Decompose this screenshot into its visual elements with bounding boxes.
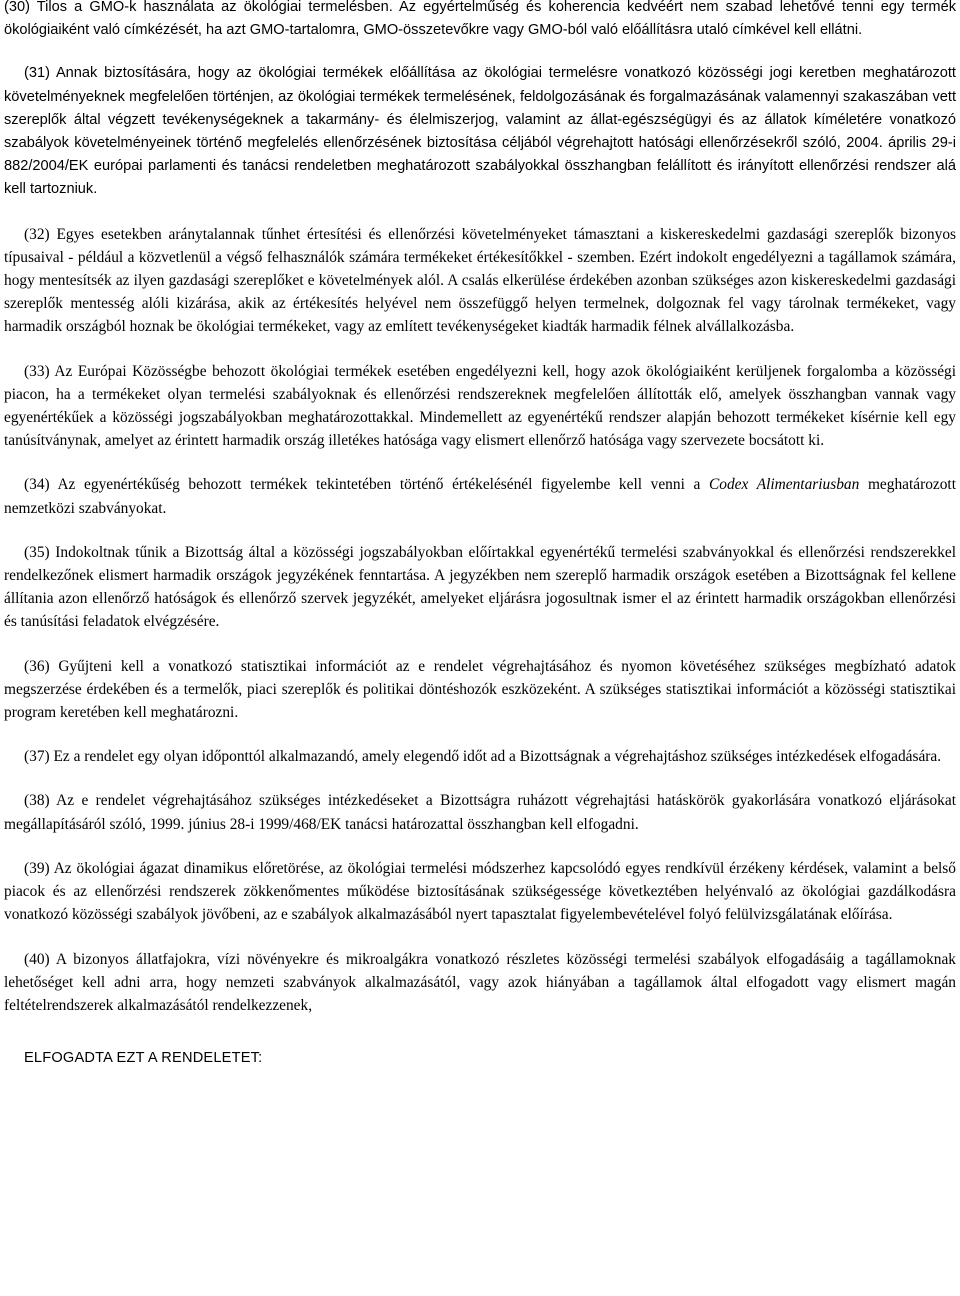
recital-33: (33) Az Európai Közösségbe behozott ökológiai termékek esetében engedélyezni kell, hogy azok ökológiaiként kerüljenek forgalomba a közösségi piacon, ha a termékeket olyan termelési szabályoknak és ellenőrzési rendszereknek megfelelően állították elő, amelyek összhangban vannak vagy egyenértékűek a közösségi jogszabályokban meghatározottakkal. Mindemellett az egyenértékű rendszer alapján behozott termékeket kísérnie kell egy tanúsítványnak, amelyet az érintett harmadik ország illetékes hatósága vagy elismert ellenőrző hatósága vagy szervezete bocsátott ki. [4, 362, 956, 450]
recital-34 [4, 473, 956, 519]
enacting-formula: ELFOGADTA EZT A RENDELETET: [24, 1050, 263, 1067]
recital-37: (37) Ez a rendelet egy olyan időponttól alkalmazandó, amely elegendő időt ad a Bizottságnak a végrehajtáshoz szükséges intézkedések elfogadására. [24, 748, 942, 766]
recital-34-text-start: (34) Az egyenértékűség behozott termékek tekintetében történő értékelésénél figyelembe kell venni a [24, 476, 709, 494]
recital-34-italic-term: Codex Alimentariusban [709, 476, 860, 494]
recital-32: (32) Egyes esetekben aránytalannak tűnhet értesítési és ellenőrzési követelményeket támasztani a kiskereskedelmi gazdasági szereplők bizonyos típusaival - például a közvetlenül a végső felhasználók számára termékeket értékesítőkkel - szemben. Ezért indokolt engedélyezni a tagállamok számára, hogy mentesítsék az ilyen gazdasági szereplőket e követelmények alól. A csalás elkerülése érdekében azonban szükséges azon kiskereskedelmi gazdasági szereplők mentesség alóli kizárása, akik az értékesítés helyével nem összefüggő helyen termelnek, dolgoznak fel vagy tárolnak termékeket, vagy harmadik országból hoznak be ökológiai termékeket, vagy az említett tevékenységeket kiadták harmadik félnek alvállalkozásba. [4, 225, 956, 336]
recital-34-text-end: meghatározott nemzetközi szabványokat. [4, 476, 956, 517]
recital-39: (39) Az ökológiai ágazat dinamikus előretörése, az ökológiai termelési módszerhez kapcsolódó egyes rendkívül érzékeny kérdések, valamint a belső piacok és az ellenőrzési rendszerek zökkenőmentes működése biztosításának szükségessége következtében helyénvaló az ökológiai gazdálkodásra vonatkozó közösségi szabályok jövőbeni, az e szabályok alkalmazásából nyert tapasztalat figyelembevételével folyó felülvizsgálatának előírása. [4, 859, 956, 924]
recital-36: (36) Gyűjteni kell a vonatkozó statisztikai információt az e rendelet végrehajtásához és nyomon követéséhez szükséges megbízható adatok megszerzése érdekében és a termelők, piaci szereplők és politikai döntéshozók eszközeként. A szükséges statisztikai információt a közösségi statisztikai program keretében kell meghatározni. [4, 657, 956, 722]
recital-31: (31) Annak biztosítására, hogy az ökológiai termékek előállítása az ökológiai termelésre vonatkozó közösségi jogi keretben meghatározott követelményeknek megfelelően történjen, az ökológiai termékek termelésének, feldolgozásának és forgalmazásának valamennyi szakaszában vett szereplők által végzett tevékenységeknek a takarmány- és élelmiszerjog, valamint az állat-egészségügyi és az állatok kíméletére vonatkozó szabályok követelményeinek történő megfelelés ellenőrzésének biztosítása céljából végrehajtott hatósági ellenőrzésekről szóló, 2004. április 29-i 882/2004/EK európai parlamenti és tanácsi rendeletben meghatározott szabályokkal összhangban felállított és irányított ellenőrzési rendszer alá kell tartozniuk. [4, 65, 956, 198]
recital-35: (35) Indokoltnak tűnik a Bizottság által a közösségi jogszabályokban előírtakkal egyenértékű termelési szabványokkal és ellenőrzési rendszerekkel rendelkezőnek elismert harmadik országok jegyzékének fenntartása. A jegyzékben nem szereplő harmadik országok esetében a Bizottságnak fel kellene állítania azon ellenőrző hatóságok és ellenőrző szervek jegyzékét, amelyeket eljárásra jogosultnak ismer el az érintett harmadik országokban ellenőrzési és tanúsítási feladatok elvégzésére. [4, 543, 956, 631]
recital-30: (30) Tilos a GMO-k használata az ökológiai termelésben. Az egyértelműség és koherencia kedvéért nem szabad lehetővé tenni egy termék ökológiaiként való címkézését, ha azt GMO-tartalomra, GMO-összetevőkre vagy GMO-ból való előállításra utaló címkével kell ellátni. [4, 0, 956, 39]
recital-38: (38) Az e rendelet végrehajtásához szükséges intézkedéseket a Bizottságra ruházott végrehajtási hatáskörök gyakorlására vonatkozó eljárásokat megállapításáról szóló, 1999. június 28-i 1999/468/EK tanácsi határozattal összhangban kell elfogadni. [4, 792, 956, 833]
recital-40: (40) A bizonyos állatfajokra, vízi növényekre és mikroalgákra vonatkozó részletes közösségi termelési szabályok elfogadásáig a tagállamoknak lehetőséget kell adni arra, hogy nemzeti szabványok alkalmazásától, vagy azok hiányában a tagállamok által elfogadott vagy elismert magán feltételrendszerek alkalmazásától rendelkezzenek, [4, 950, 956, 1014]
document-page [4, 0, 956, 1070]
